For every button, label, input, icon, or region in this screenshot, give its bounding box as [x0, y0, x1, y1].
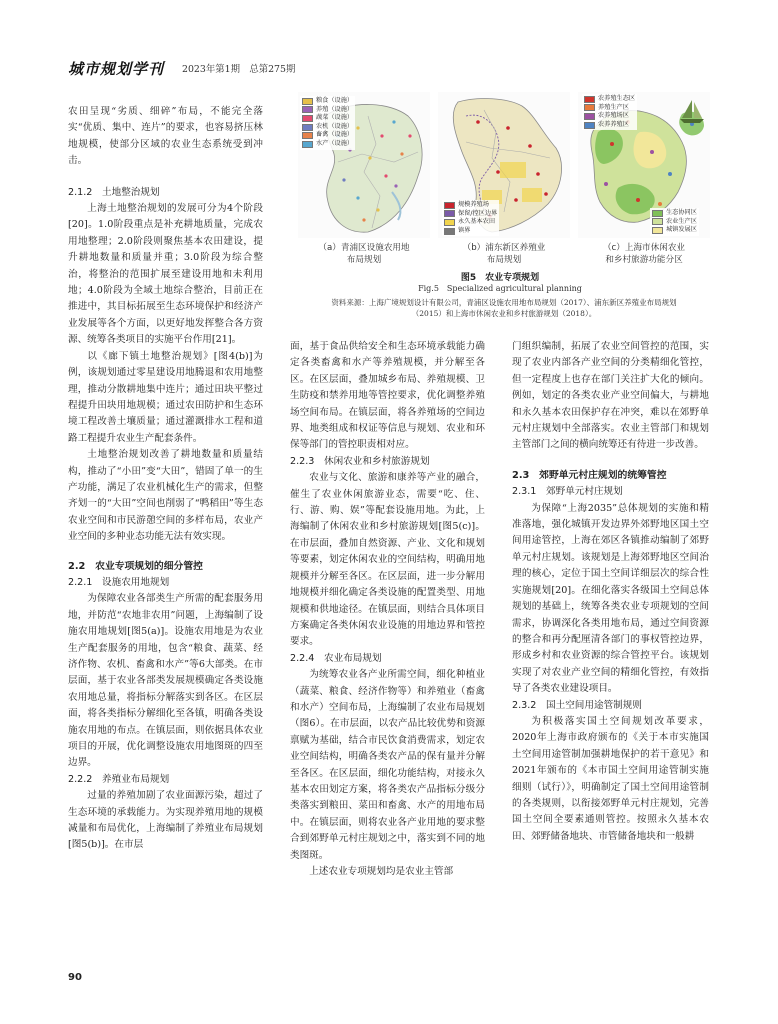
paragraph: 面，基于食品供给安全和生态环境承载能力确定各类畜禽和水产等养殖规模，并分解至各区。在区层面，叠加城乡布局、养殖规模、卫生防疫和禁养用地等管控要求，优化调整养殖场空间布局。在镇层面，将各养殖场的空间边界、地类组成和权证等信息与规划、农业和环保等部门的管控职责相对应。	[290, 341, 485, 451]
figure-source: 资料来源：上海广境规划设计有限公司，青浦区设施农用地布局规划（2017）、浦东新区养殖业布局规划 （2015）和上海市休闲农业和乡村旅游规划（2018）。	[331, 298, 677, 318]
legend-swatch	[302, 124, 313, 131]
paragraph: 门组织编制，拓展了农业空间管控的范围，实现了农业内部各产业空间的分类精细化管控，但一定程度上也存在部门关注扩大化的倾向。例如，划定的各类农业产业空间偏大，与耕地和永久基本农田保护存在冲突，难以在郊野单元村庄规划中全部落实。农业主管部门和规划主管部门之间的横向统筹还有待进一步改善。	[512, 341, 709, 451]
map-b-caption: （b）浦东新区养殖业 布局规划	[462, 243, 546, 265]
map-c-caption: （c）上海市休闲农业 和乡村旅游功能分区	[602, 243, 686, 265]
page-number: 90	[68, 972, 82, 983]
map-c	[578, 92, 710, 238]
legend-swatch	[302, 98, 313, 105]
paragraph: 农田呈现“劣质、细碎”布局，不能完全落实“优质、集中、连片”的要求，也容易挤压林地规模，使部分区域的农业生态系统受到冲击。	[68, 106, 263, 167]
map-a	[298, 92, 430, 238]
section-heading: 2.2.3 休闲农业和乡村旅游规划	[290, 455, 430, 467]
map-a-legend	[300, 96, 355, 150]
legend-swatch	[652, 210, 663, 217]
legend-item: 永久基本农田	[444, 218, 497, 227]
legend-swatch	[302, 132, 313, 139]
paragraph: 为保障农业各部类生产所需的配套服务用地，并防范“农地非农用”问题，上海编制了设施农用地规划[图5(a)]。设施农用地是为农业生产配套服务的用地，包含“粮食、蔬菜、经济作物、农机、畜禽和水产”等6大部类。在市层面，基于农业各部类发展规模确定各类设施农用地总量，将指标分解落实到各区。在区层面，将各类指标分解细化至各镇，明确各类设施农用地的布点。在镇层面，则依据具体农业项目的开展，优化调整设施农用地图斑的四至边界。	[68, 593, 263, 769]
section-heading: 2.2 农业专项规划的细分管控	[68, 560, 203, 572]
paragraph: 过量的养殖加剧了农业面源污染，超过了生态环境的承载能力。为实现养殖用地的规模减量和布局优化，上海编制了养殖业布局规划[图5(b)]。在市层	[68, 790, 263, 851]
legend-swatch	[444, 228, 455, 235]
section-heading: 2.2.2 养殖业布局规划	[68, 773, 170, 785]
paragraph: 为积极落实国土空间规划改革要求，2020年上海市政府颁布的《关于本市实施国土空间用途管制加强耕地保护的若干意见》和2021年颁布的《本市国土空间用途管制实施细则（试行）》，明确制定了国土空间用途管制的各类规则，以衔接郊野单元村庄规划，完善国土空间全要素通则管控。按照永久基本农田、郊野储备地块、市管储备地块和一般耕	[512, 715, 709, 842]
map-b	[438, 92, 570, 238]
paragraph: 为统筹农业各产业所需空间，细化种植业（蔬菜、粮食、经济作物等）和养殖业（畜禽和水产）空间布局，上海编制了农业布局规划（图6）。在市层面，以农产品比较优势和资源禀赋为基础，结合市民饮食消费需求，划定农业空间结构，明确各类农产品的保有量并分解至各区。在区层面，细化功能结构，对接永久基本农田划定方案，将各类农产品指标分级分类落实到粮田、菜田和畜禽、水产的用地布局中。在镇层面，则将农业各产业用地的要求整合到郊野单元村庄规划之中，落实到不同的地类图斑。	[290, 669, 485, 861]
legend-item: 镇界	[444, 227, 497, 236]
section-heading: 2.2.1 设施农用地规划	[68, 576, 170, 588]
paragraph: 土地整治规划改善了耕地数量和质量结构，推动了“小田”变“大田”，错固了单一的生产功能，满足了农业机械化生产的需求，但整齐划一的“大田”空间也削弱了“鸭稻田”等生态农业空间和市民游憩空间的多样布局，农业产业空间的多种业态功能无法有效实现。	[68, 449, 263, 543]
mid-column	[290, 339, 485, 880]
legend-swatch	[584, 96, 595, 103]
section-heading: 2.3 郊野单元村庄规划的统筹管控	[512, 469, 667, 481]
legend-swatch	[584, 113, 595, 120]
legend-item: 农养养殖区	[584, 121, 635, 130]
paragraph: 以《廊下镇土地整治规划》[图4(b)]为例，该规划通过零星建设用地腾退和农用地整理，推动分散耕地集中连片；通过田块平整过程提升田块用地规模；通过农田防护和生态环境工程改善土壤质量；通过灌溉排水工程和道路工程提升农业生产配套条件。	[68, 350, 263, 444]
legend-swatch	[584, 104, 595, 111]
paragraph: 为保障“上海2035”总体规划的实施和精准落地，强化城镇开发边界外郊野地区国土空间用途管控，上海在郊区各镇推动编制了郊野单元村庄规划。该规划是上海郊野地区空间治理的核心，定位于国土空间详细层次的综合性实施规划[20]。在细化落实各级国土空间总体规划的基础上，统筹各类农业专项规划的空间需求，协调深化各类用地布局，通过空间资源的整合和再分配厘清各部门的事权管控边界，形成乡村和农业资源的综合管控平台。该规划实现了对农业产业空间的精细化管控，有效指导了各类农业建设项目。	[512, 502, 709, 695]
legend-swatch	[302, 115, 313, 122]
legend-item: 水产（设施）	[302, 140, 353, 149]
journal-logo: 城市规划学刊	[68, 60, 165, 78]
section-heading: 2.3.1 郊野单元村庄规划	[512, 486, 623, 498]
paragraph: 上海土地整治规划的发展可分为4个阶段[20]。1.0阶段重点是补充耕地质量，完成农用地整理；2.0阶段则聚焦基本农田建设，提升耕地数量和质量并重；3.0阶段为综合整治，将整治的范围扩展至建设用地和未利用地；4.0阶段为全域土地综合整治，目前正在推进中，其目标拓展至生态环境保护和经济产业发展等各个方面，以更好地发挥整合各方资源、统筹各类项目的实施平台作用[21]。	[68, 203, 263, 346]
legend-swatch	[302, 106, 313, 113]
figure-title-en: Fig.5 Specialized agricultural planning	[418, 284, 582, 293]
map-a-caption: （a）青浦区设施农用地 布局规划	[318, 243, 410, 265]
legend-item: 城镇发展区	[652, 226, 697, 235]
left-column	[68, 104, 263, 854]
section-heading: 2.2.4 农业布局规划	[290, 652, 382, 664]
legend-swatch	[444, 202, 455, 209]
legend-swatch	[444, 219, 455, 226]
figure-title: 图5 农业专项规划	[460, 273, 540, 283]
legend-item: 蔬菜（设施）	[302, 114, 353, 123]
map-b-legend	[442, 200, 499, 236]
legend-swatch	[652, 227, 663, 234]
legend-swatch	[444, 210, 455, 217]
legend-item: 农养殖生态区	[584, 95, 635, 104]
legend-item: 粮食（设施）	[302, 97, 353, 106]
map-c-legend-bottom	[650, 208, 699, 236]
legend-swatch	[584, 122, 595, 129]
right-column	[512, 339, 709, 845]
issue-info: 2023年第1期 总第275期	[182, 64, 296, 75]
legend-item: 农机（设施）	[302, 123, 353, 132]
legend-item: 农养殖场区	[584, 112, 635, 121]
section-heading: 2.3.2 国土空间用途管制规则	[512, 699, 642, 711]
legend-swatch	[302, 141, 313, 148]
legend-item: 保留/控区边界	[444, 210, 497, 219]
paragraph: 农业与文化、旅游和康养等产业的融合，催生了农业休闲旅游业态，需要“吃、住、行、游、购、娱”等配套设施用地。为此，上海编制了休闲农业和乡村旅游规划[图5(c)]。在市层面，叠加自然资源、产业、文化和规划等要素，划定休闲农业的空间结构，明确用地规模并分解至各区。在区层面，进一步分解用地规模并细化确定各类设施的配置类型、用地规模和供地途径。在镇层面，则结合具体项目方案确定各类休闲农业设施的用地边界和管控要求。	[290, 472, 485, 648]
paragraph: 上述农业专项规划均是农业主管部	[309, 866, 454, 877]
legend-item: 农业生产区	[652, 218, 697, 227]
section-heading: 2.1.2 土地整治规划	[68, 186, 160, 198]
map-c-legend-top	[582, 94, 637, 130]
legend-item: 养殖（设施）	[302, 106, 353, 115]
legend-item: 畜禽（设施）	[302, 131, 353, 140]
figure-5	[290, 92, 710, 304]
legend-item: 生态协同区	[652, 209, 697, 218]
legend-swatch	[652, 218, 663, 225]
legend-item: 规模养殖场	[444, 201, 497, 210]
legend-item: 养殖生产区	[584, 104, 635, 113]
